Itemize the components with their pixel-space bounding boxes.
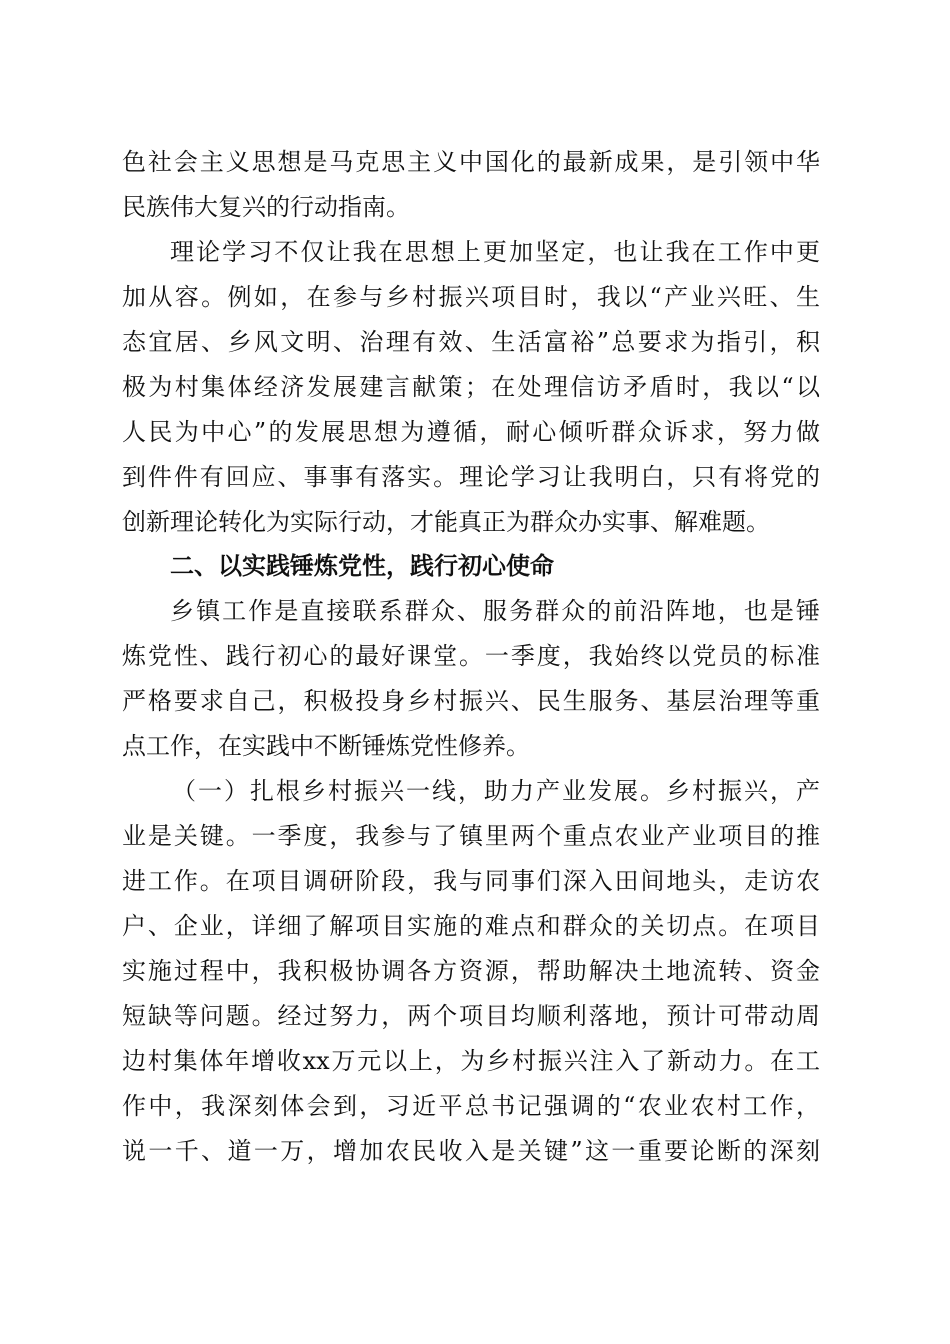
text-line: 极为村集体经济发展建言献策；在处理信访矛盾时，我以“以 <box>122 373 820 401</box>
text-line: 点工作，在实践中不断锤炼党性修养。 <box>122 732 530 760</box>
text-line: 态宜居、乡风文明、治理有效、生活富裕”总要求为指引，积 <box>122 328 820 356</box>
text-line: 理论学习不仅让我在思想上更加坚定，也让我在工作中更 <box>170 238 820 266</box>
text-line: 进工作。在项目调研阶段，我与同事们深入田间地头，走访农 <box>122 867 820 895</box>
text-line: 作中，我深刻体会到，习近平总书记强调的“农业农村工作， <box>122 1092 820 1120</box>
text-line: 乡镇工作是直接联系群众、服务群众的前沿阵地，也是锤 <box>170 597 820 625</box>
text-line: 民族伟大复兴的行动指南。 <box>122 193 410 221</box>
text-line: 业是关键。一季度，我参与了镇里两个重点农业产业项目的推 <box>122 822 820 850</box>
text-line: 炼党性、践行初心的最好课堂。一季度，我始终以党员的标准 <box>122 642 820 670</box>
section-heading: 二、以实践锤炼党性，践行初心使命 <box>170 552 554 580</box>
text-line: 色社会主义思想是马克思主义中国化的最新成果，是引领中华 <box>122 148 820 176</box>
text-line: （一）扎根乡村振兴一线，助力产业发展。乡村振兴，产 <box>172 777 820 805</box>
text-line: 创新理论转化为实际行动，才能真正为群众办实事、解难题。 <box>122 508 770 536</box>
text-line: 严格要求自己，积极投身乡村振兴、民生服务、基层治理等重 <box>122 687 820 715</box>
text-line: 户、企业，详细了解项目实施的难点和群众的关切点。在项目 <box>122 912 820 940</box>
text-line: 说一千、道一万，增加农民收入是关键”这一重要论断的深刻 <box>122 1137 820 1165</box>
text-line: 实施过程中，我积极协调各方资源，帮助解决土地流转、资金 <box>122 957 820 985</box>
text-line: 短缺等问题。经过努力，两个项目均顺利落地，预计可带动周 <box>122 1002 820 1030</box>
text-line: 加从容。例如，在参与乡村振兴项目时，我以“产业兴旺、生 <box>122 283 820 311</box>
text-line: 边村集体年增收xx万元以上，为乡村振兴注入了新动力。在工 <box>122 1047 820 1075</box>
text-line: 到件件有回应、事事有落实。理论学习让我明白，只有将党的 <box>122 463 820 491</box>
text-line: 人民为中心”的发展思想为遵循，耐心倾听群众诉求，努力做 <box>122 418 820 446</box>
